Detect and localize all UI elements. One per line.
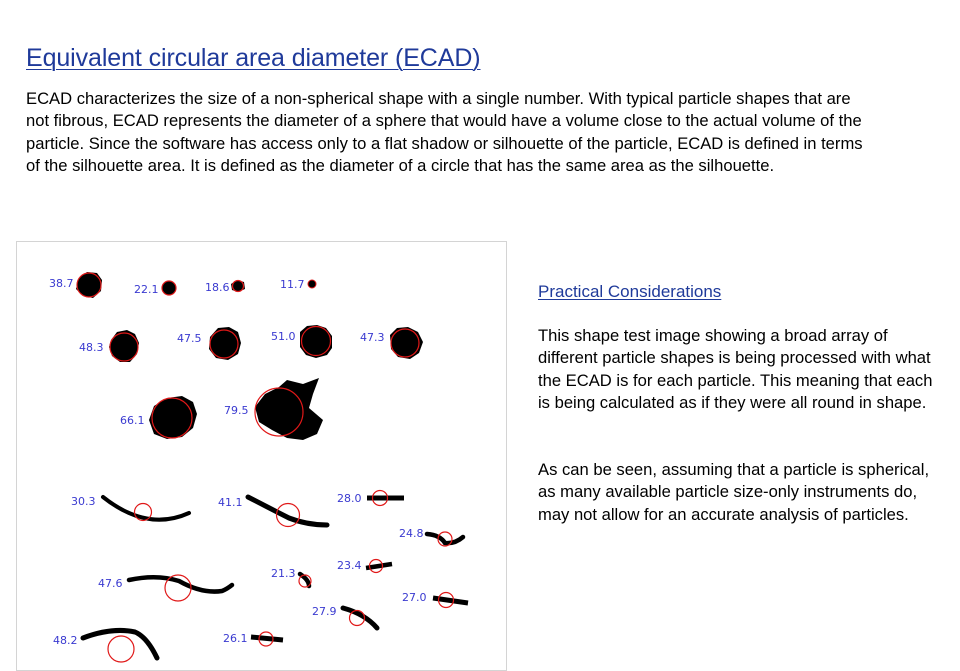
- particle-label: 47.6: [98, 577, 123, 590]
- particle-8: [360, 327, 423, 359]
- particle-5: [79, 330, 139, 362]
- side-paragraph-2: As can be seen, assuming that a particle is spherical, as many available particle size-only instruments do, may not allow for an accurate analysis of particles.: [538, 460, 930, 524]
- particle-label: 18.6: [205, 281, 230, 294]
- particle-10: [224, 378, 323, 440]
- particle-20: [53, 630, 157, 662]
- particle-12: [218, 496, 327, 527]
- particle-label: 22.1: [134, 283, 159, 296]
- particle-18: [402, 591, 468, 608]
- particle-15: [337, 559, 392, 573]
- particle-label: 66.1: [120, 414, 145, 427]
- particle-2: [134, 281, 176, 296]
- particle-6: [177, 327, 241, 360]
- page-title: Equivalent circular area diameter (ECAD): [26, 44, 481, 72]
- particle-label: 51.0: [271, 330, 296, 343]
- particle-16: [271, 567, 311, 587]
- intro-paragraph: ECAD characterizes the size of a non-spherical shape with a single number. With typical particle shapes that are not fibrous, ECAD represents the diameter of a sphere that would have a volume close to the actual volume of the particle. Since the software has access only to a flat shadow or silhouette of the particle, ECAD is defined in terms of the silhouette area. It is defined as the diameter of a circle that has the same area as the silhouette.: [26, 89, 863, 176]
- particle-4: [280, 278, 316, 291]
- particle-label: 24.8: [399, 527, 424, 540]
- particle-11: [71, 495, 189, 521]
- particle-label: 27.9: [312, 605, 337, 618]
- ecad-shape-test-figure: [16, 241, 507, 671]
- particle-21: [223, 632, 283, 646]
- particle-17: [98, 575, 232, 601]
- particle-label: 38.7: [49, 277, 74, 290]
- particle-label: 30.3: [71, 495, 96, 508]
- particle-14: [399, 527, 463, 546]
- particle-label: 41.1: [218, 496, 243, 509]
- particle-7: [271, 325, 332, 358]
- particle-label: 47.5: [177, 332, 202, 345]
- particle-9: [120, 396, 197, 439]
- particle-1: [49, 272, 102, 298]
- side-paragraph-1: This shape test image showing a broad array of different particle shapes is being processed with what the ECAD is for each particle. This meaning that each is being calculated as if they were all round in shape.: [538, 326, 933, 413]
- particle-label: 28.0: [337, 492, 362, 505]
- particle-13: [337, 491, 404, 506]
- particle-label: 21.3: [271, 567, 296, 580]
- particle-label: 11.7: [280, 278, 305, 291]
- particle-label: 27.0: [402, 591, 427, 604]
- particle-label: 47.3: [360, 331, 385, 344]
- particle-19: [312, 605, 377, 628]
- particle-label: 23.4: [337, 559, 362, 572]
- particle-label: 79.5: [224, 404, 249, 417]
- particle-label: 48.3: [79, 341, 104, 354]
- practical-considerations-heading: Practical Considerations: [538, 282, 722, 301]
- particle-3: [205, 280, 245, 294]
- particle-label: 48.2: [53, 634, 78, 647]
- particle-label: 26.1: [223, 632, 248, 645]
